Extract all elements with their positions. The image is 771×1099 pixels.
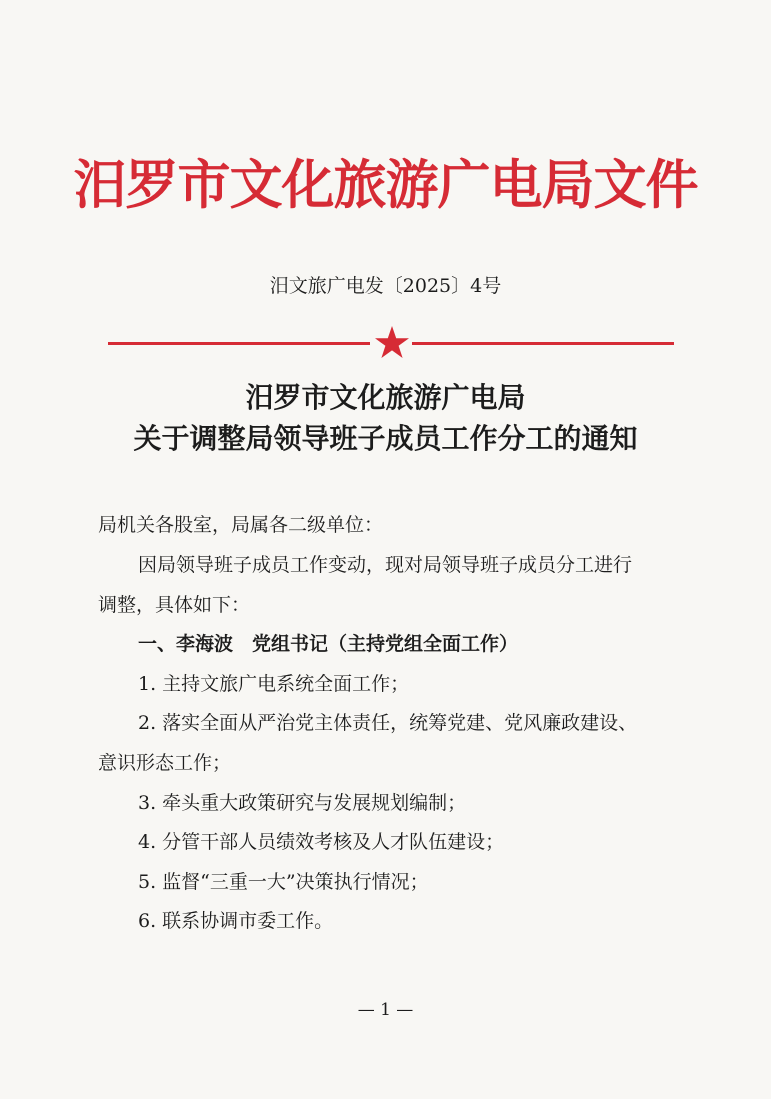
section-heading-1: 一、李海波 党组书记（主持党组全面工作）: [138, 633, 519, 655]
addressee: 局机关各股室，局属各二级单位：: [98, 514, 384, 536]
page-number: — 1 —: [357, 1000, 414, 1020]
notice-title-line-2: 关于调整局领导班子成员工作分工的通知: [133, 422, 638, 455]
document-number: 汨文旅广电发〔2025〕4号: [269, 275, 502, 297]
intro-line-2: 调整，具体如下：: [98, 594, 251, 616]
masthead-title: 汨罗市文化旅游广电局文件: [73, 154, 698, 216]
red-star-icon: [374, 325, 410, 361]
red-rule-right: [412, 342, 674, 345]
list-item-6: 6. 联系协调市委工作。: [138, 910, 334, 932]
list-item-4: 4. 分管干部人员绩效考核及人才队伍建设；: [138, 831, 505, 853]
red-rule-left: [108, 342, 370, 345]
intro-line-1: 因局领导班子成员工作变动，现对局领导班子成员分工进行: [138, 554, 633, 576]
list-item-2-line-1: 2. 落实全面从严治党主体责任，统筹党建、党风廉政建设、: [138, 712, 638, 734]
list-item-1: 1. 主持文旅广电系统全面工作；: [138, 673, 410, 695]
list-item-3: 3. 牵头重大政策研究与发展规划编制；: [138, 792, 467, 814]
list-item-2-line-2: 意识形态工作；: [98, 752, 232, 774]
notice-title-line-1: 汨罗市文化旅游广电局: [245, 381, 526, 414]
list-item-5: 5. 监督“三重一大”决策执行情况；: [138, 871, 429, 893]
